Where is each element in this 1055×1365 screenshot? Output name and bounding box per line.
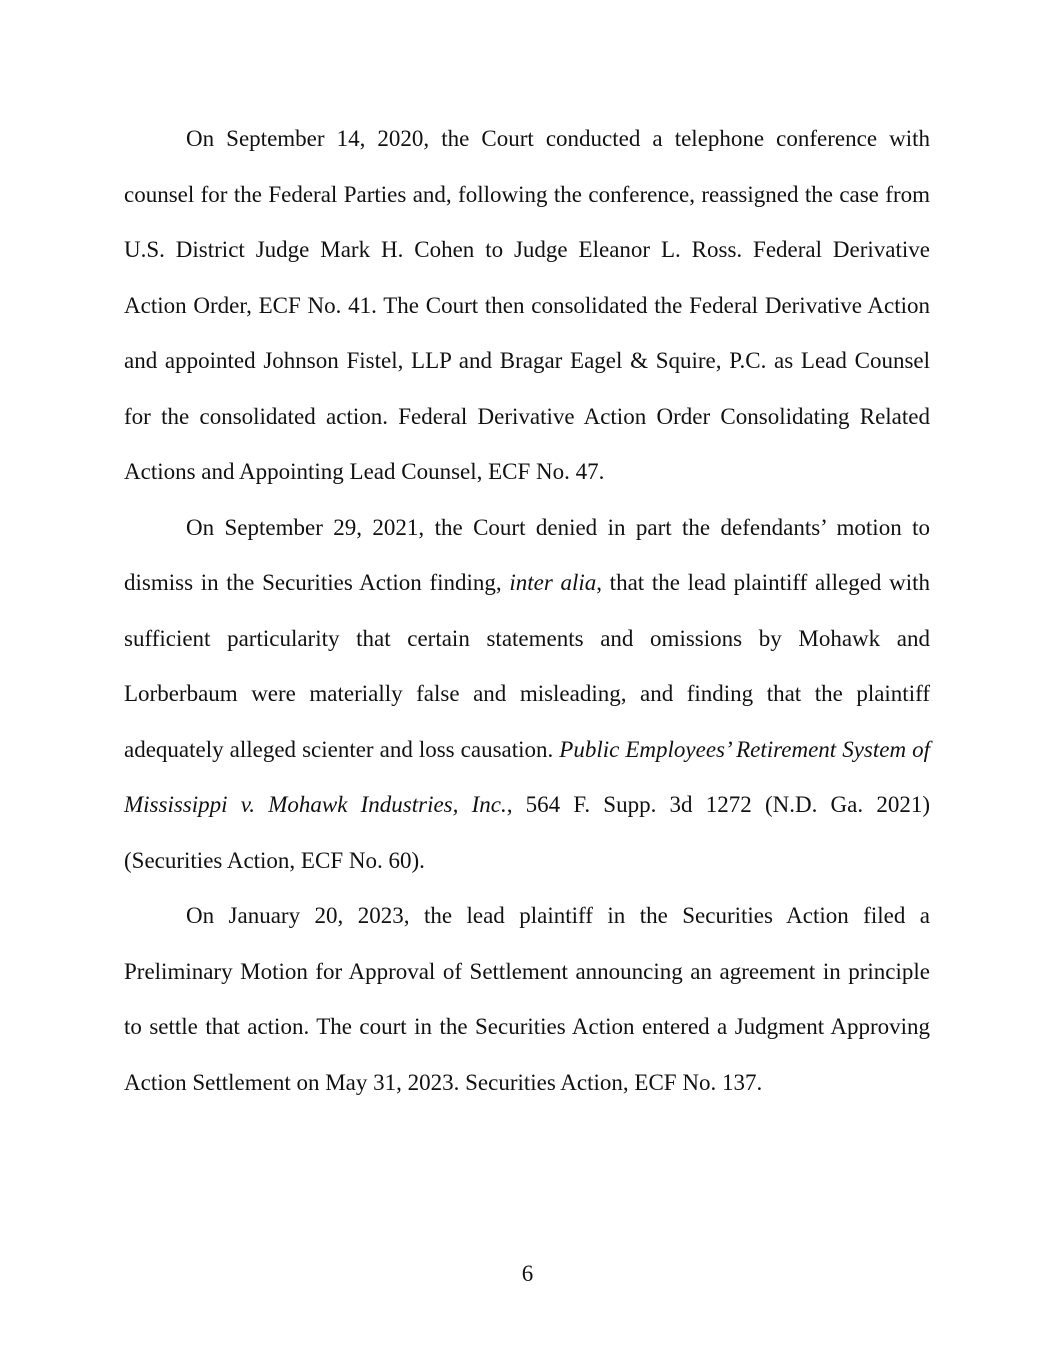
paragraph-text: On September 29, 2021, the Court denied in part the defendants’ motion to dismiss in the Securities Action finding,: [124, 514, 930, 595]
paragraph-text: On September 14, 2020, the Court conducted a telephone conference with counsel for the Federal Parties and, following the conference, reassigned the case from U.S. District Judge Mark H. Cohen to Judge Eleanor L. Ross. Federal Derivative Action Order, ECF No. 41. The Court then consolidated the Federal Derivative Action and appointed Johnson Fistel, LLP and Bragar Eagel & Squire, P.C. as Lead Counsel for the consolidated action. Federal Derivative Action Order Consolidating Related Actions and Appointing Lead Counsel, ECF No. 47.: [124, 126, 930, 484]
case-citation-title: Public Employees’ Retirement System of Mississippi v. Mohawk Industries, Inc.: [124, 736, 930, 817]
paragraph: [124, 500, 930, 889]
paragraph-text: , 564 F. Supp. 3d 1272 (N.D. Ga. 2021) (Securities Action, ECF No. 60).: [124, 792, 930, 873]
paragraph: [124, 111, 930, 500]
paragraph: [124, 888, 930, 1110]
document-body: [124, 111, 930, 1110]
page-number: 6: [521, 1261, 534, 1286]
paragraph-text: On January 20, 2023, the lead plaintiff in the Securities Action filed a Preliminary Motion for Approval of Settlement announcing an agreement in principle to settle that action. The court in the Securities Action entered a Judgment Approving Action Settlement on May 31, 2023. Securities Action, ECF No. 137.: [124, 903, 930, 1095]
paragraph-text: , that the lead plaintiff alleged with sufficient particularity that certain statements and omissions by Mohawk and Lorberbaum were materially false and misleading, and finding that the plaintiff adequately alleged scienter and loss causation.: [124, 570, 930, 762]
italic-phrase-inter-alia: inter alia: [509, 570, 597, 595]
